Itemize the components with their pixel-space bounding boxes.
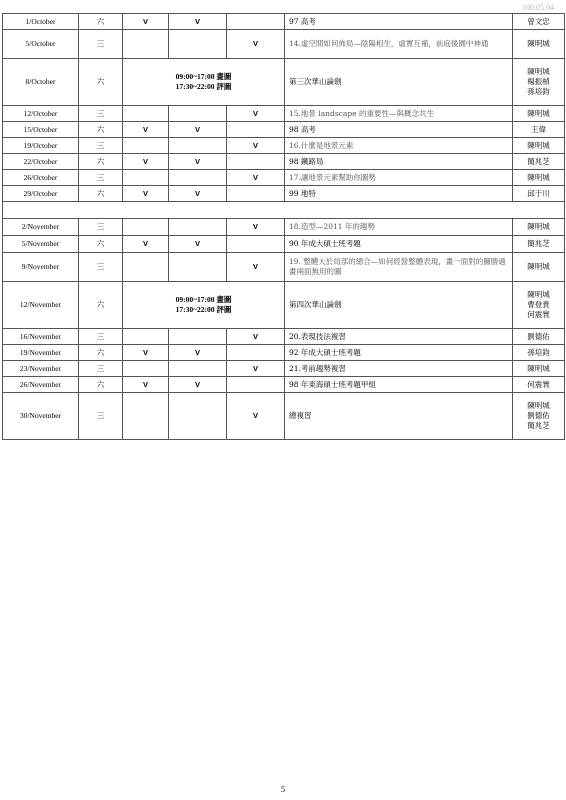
table-row [3,345,565,361]
check-mark-3: V [227,138,285,154]
date-cell: 1/October [3,14,79,30]
date-cell: 8/October [3,59,79,106]
weekday-cell: 三 [79,219,123,236]
topic-cell: 第三次華山論劍 [285,59,513,106]
check-mark-1: V [123,154,169,170]
table-row [3,14,565,30]
check-mark-1: V [123,122,169,138]
check-mark-3: V [227,106,285,122]
check-mark-2 [169,138,227,154]
topic-cell: 92 年成大碩士班考題 [285,345,513,361]
date-cell: 5/October [3,30,79,59]
instructor-cell [513,219,565,236]
weekday-cell: 六 [79,345,123,361]
topic-cell: 21.考前趨勢複習 [285,361,513,377]
time-line: 09:00~17:00 畫圖 [175,295,232,304]
instructor-cell [513,59,565,106]
check-mark-3: V [227,361,285,377]
check-mark-2: V [169,122,227,138]
check-mark-3: V [227,170,285,186]
check-mark-1: V [123,236,169,253]
date-cell: 12/November [3,282,79,329]
check-mark-2: V [169,186,227,202]
weekday-cell: 三 [79,361,123,377]
check-mark-3 [227,345,285,361]
spacer-cell [3,202,565,219]
check-mark-1 [123,253,169,282]
check-mark-2 [169,253,227,282]
time-line: 17:30~22:00 評圖 [175,82,232,91]
document-date: 100.05.04 [522,3,554,12]
table-row [3,138,565,154]
date-cell: 26/November [3,377,79,393]
table-row [3,122,565,138]
date-cell: 30/November [3,393,79,440]
check-mark-3: V [227,329,285,345]
instructor-name: 孫培鈞 [527,87,550,96]
date-cell: 5/November [3,236,79,253]
instructor-cell [513,236,565,253]
schedule-table [2,13,565,440]
instructor-name: 簡兆芝 [527,421,550,430]
check-mark-3 [227,14,285,30]
instructor-name: 陳明城 [527,140,550,150]
check-mark-2: V [169,154,227,170]
instructor-name: 王偉 [531,124,546,134]
instructor-name: 楊振楨 [527,77,550,86]
weekday-cell: 六 [79,236,123,253]
table-row [3,186,565,202]
table-row [3,377,565,393]
weekday-cell: 六 [79,122,123,138]
instructor-name: 曾文忠 [527,16,550,26]
check-mark-3 [227,186,285,202]
table-row [3,253,565,282]
table-row [3,361,565,377]
topic-cell: 98 高考 [285,122,513,138]
topic-cell: 19. 整體大於局部的總合—如何經營整體表現，畫一面對的圖勝過畫兩面無用的圖 [285,253,513,282]
table-row [3,282,565,329]
instructor-cell [513,30,565,59]
instructor-name: 邱于川 [527,188,550,198]
check-mark-1: V [123,14,169,30]
check-mark-3: V [227,253,285,282]
weekday-cell: 三 [79,170,123,186]
check-mark-3: V [227,393,285,440]
check-mark-2: V [169,14,227,30]
instructor-name: 何震寰 [527,379,550,389]
check-mark-1 [123,106,169,122]
check-mark-2 [169,30,227,59]
topic-cell: 16.什麼是地景元素 [285,138,513,154]
table-row [3,154,565,170]
weekday-cell: 六 [79,14,123,30]
instructor-cell [513,154,565,170]
table-row [3,219,565,236]
instructor-name: 劉德佑 [527,411,550,420]
weekday-cell: 三 [79,393,123,440]
check-mark-2: V [169,236,227,253]
instructor-name: 陳明城 [527,172,550,182]
table-row [3,30,565,59]
table-row [3,393,565,440]
check-mark-1 [123,170,169,186]
instructor-cell [513,282,565,329]
check-mark-3 [227,154,285,170]
date-cell: 12/October [3,106,79,122]
table-row [3,329,565,345]
check-mark-2 [169,106,227,122]
instructor-name: 陳明城 [527,108,550,118]
table-row [3,170,565,186]
time-line: 17:30~22:00 評圖 [175,305,232,314]
check-mark-2 [169,393,227,440]
check-mark-1 [123,329,169,345]
check-mark-3 [227,377,285,393]
date-cell: 22/October [3,154,79,170]
instructor-name: 陳明城 [527,262,550,271]
instructor-name: 簡兆芝 [527,156,550,166]
topic-cell: 18.造型—2011 年的趨勢 [285,219,513,236]
weekday-cell: 三 [79,106,123,122]
check-mark-1 [123,138,169,154]
date-cell: 15/October [3,122,79,138]
check-mark-3: V [227,219,285,236]
check-mark-2: V [169,377,227,393]
date-cell: 2/November [3,219,79,236]
check-mark-1 [123,30,169,59]
instructor-name: 簡兆芝 [527,239,550,248]
topic-cell: 99 地特 [285,186,513,202]
instructor-name: 陳明城 [527,39,550,48]
instructor-name: 孫培鈞 [527,347,550,357]
check-mark-2 [169,361,227,377]
time-cell [123,59,285,106]
instructor-cell [513,106,565,122]
topic-cell: 98 年東海碩士班考題甲組 [285,377,513,393]
date-cell: 19/October [3,138,79,154]
weekday-cell: 六 [79,186,123,202]
check-mark-1 [123,393,169,440]
weekday-cell: 三 [79,30,123,59]
topic-cell: 98 鐵路局 [285,154,513,170]
weekday-cell: 三 [79,253,123,282]
instructor-name: 陳明城 [527,67,550,76]
topic-cell: 97 高考 [285,14,513,30]
date-cell: 23/November [3,361,79,377]
instructor-cell [513,253,565,282]
weekday-cell: 六 [79,154,123,170]
instructor-cell [513,14,565,30]
check-mark-3 [227,236,285,253]
topic-cell: 總複習 [285,393,513,440]
date-cell: 9/November [3,253,79,282]
page-number: 5 [281,785,285,794]
date-cell: 26/October [3,170,79,186]
topic-cell: 15.地景 landscape 的重要性—與概念共生 [285,106,513,122]
table-row [3,59,565,106]
instructor-cell [513,393,565,440]
time-line: 09:00~17:00 畫圖 [175,72,232,81]
check-mark-2 [169,329,227,345]
date-cell: 16/November [3,329,79,345]
weekday-cell: 六 [79,377,123,393]
instructor-cell [513,122,565,138]
topic-cell: 90 年成大碩士班考題 [285,236,513,253]
check-mark-2: V [169,345,227,361]
instructor-name: 何震寰 [527,310,550,319]
table-row [3,236,565,253]
instructor-name: 陳明城 [527,401,550,410]
instructor-cell [513,329,565,345]
check-mark-2 [169,219,227,236]
instructor-name: 劉德佑 [527,331,550,341]
check-mark-3: V [227,30,285,59]
date-cell: 29/October [3,186,79,202]
check-mark-1: V [123,377,169,393]
instructor-cell [513,170,565,186]
instructor-name: 陳明城 [527,222,550,231]
spacer-row [3,202,565,219]
topic-cell: 14.虛空間如何佈局—陰陽相生，虛實互補，前庭後園中神通 [285,30,513,59]
instructor-name: 曹登貴 [527,300,550,309]
instructor-cell [513,345,565,361]
weekday-cell: 三 [79,138,123,154]
check-mark-2 [169,170,227,186]
date-cell: 19/November [3,345,79,361]
weekday-cell: 三 [79,329,123,345]
weekday-cell: 六 [79,59,123,106]
check-mark-1 [123,219,169,236]
topic-cell: 20.表現技法複習 [285,329,513,345]
check-mark-1: V [123,186,169,202]
check-mark-1 [123,361,169,377]
topic-cell: 第四次華山論劍 [285,282,513,329]
weekday-cell: 六 [79,282,123,329]
instructor-cell [513,361,565,377]
topic-cell: 17.讓地景元素幫助你圖勢 [285,170,513,186]
table-row [3,106,565,122]
time-cell [123,282,285,329]
instructor-name: 陳明城 [527,363,550,373]
check-mark-3 [227,122,285,138]
check-mark-1: V [123,345,169,361]
instructor-name: 陳明城 [527,290,550,299]
instructor-cell [513,186,565,202]
instructor-cell [513,138,565,154]
instructor-cell [513,377,565,393]
